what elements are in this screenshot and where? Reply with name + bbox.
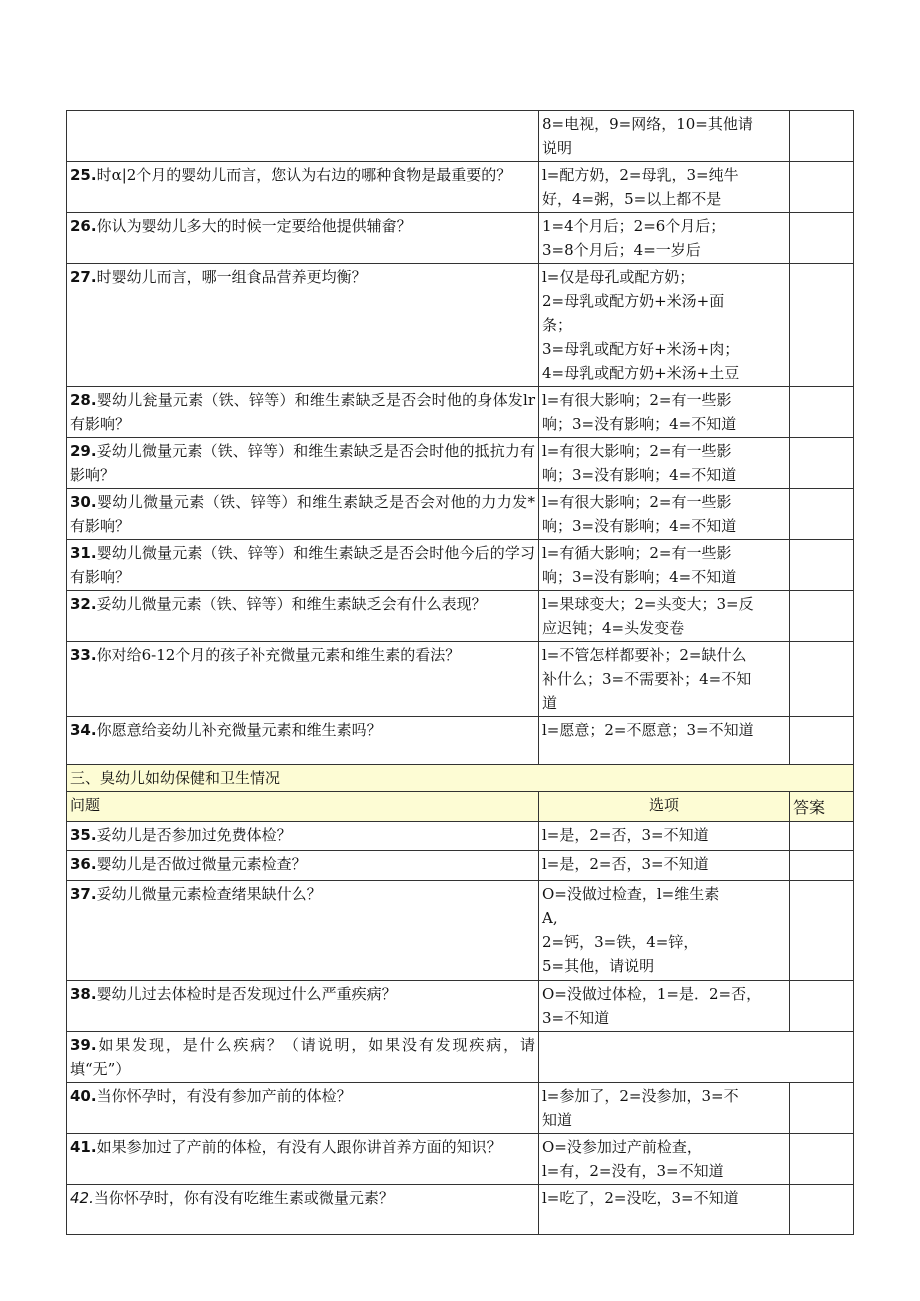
question-number: 39. — [70, 1036, 97, 1054]
table-row — [67, 1134, 854, 1185]
question-text: 如果发现，是什么疾病？（请说明，如果没有发现疾病，请填“无”） — [70, 1036, 535, 1078]
answer-cell[interactable] — [790, 822, 854, 851]
table-row — [67, 1032, 854, 1083]
question-cell — [67, 213, 539, 264]
options-cell: l=有很大影响；2=有一些影 响；3=没有影响；4=不知道 — [539, 387, 790, 438]
answer-cell[interactable] — [790, 540, 854, 591]
options-cell: l=不管怎样都要补；2=缺什么 补什么；3=不需要补；4=不知 道 — [539, 642, 790, 717]
question-number: 41. — [70, 1138, 97, 1156]
question-number: 35. — [70, 826, 97, 844]
question-cell — [67, 489, 539, 540]
options-cell: O=没参加过产前检查， l=有，2=没有，3=不知道 — [539, 1134, 790, 1185]
section-title: 三、臭幼儿如幼保健和卫生情况 — [67, 765, 854, 792]
table-row — [67, 851, 854, 881]
table-row — [67, 1083, 854, 1134]
options-cell: l=有很大影响；2=有一些影 响；3=没有影响；4=不知道 — [539, 438, 790, 489]
options-cell: l=配方奶，2=母乳，3=纯牛 好，4=粥，5=以上都不是 — [539, 162, 790, 213]
question-text: 婴幼儿是否做过微量元素检查？ — [96, 855, 307, 873]
question-cell — [67, 822, 539, 851]
question-text: 你对给6-12个月的孩子补充微量元素和维生素的看法？ — [96, 646, 461, 664]
answer-cell[interactable] — [790, 1083, 854, 1134]
answer-cell[interactable] — [790, 591, 854, 642]
answer-cell[interactable] — [790, 111, 854, 162]
options-cell: l=吃了，2=没吃，3=不知道 — [539, 1185, 790, 1235]
column-header-row — [67, 792, 854, 822]
question-cell — [67, 111, 539, 162]
table-row — [67, 717, 854, 765]
answer-cell[interactable] — [790, 642, 854, 717]
answer-cell[interactable] — [790, 1134, 854, 1185]
question-cell — [67, 851, 539, 881]
question-number: 37. — [70, 885, 97, 903]
table-row — [67, 881, 854, 981]
question-number: 42. — [70, 1189, 94, 1207]
question-text: 婴幼儿瓮量元素（铁、锌等）和维生素缺乏是否会时他的身体发lr有影响？ — [70, 391, 535, 433]
question-text: 当你怀孕时，你有没有吃维生素或微量元素？ — [93, 1189, 394, 1207]
question-cell — [67, 1032, 539, 1083]
question-cell — [67, 881, 539, 981]
table-row — [67, 489, 854, 540]
options-cell: 1=4个月后；2=6个月后； 3=8个月后；4=一岁后 — [539, 213, 790, 264]
question-number: 38. — [70, 985, 97, 1003]
question-number: 34. — [70, 721, 97, 739]
question-cell — [67, 1134, 539, 1185]
answer-cell[interactable] — [539, 1032, 854, 1083]
question-number: 30. — [70, 493, 97, 511]
options-cell: O=没做过体检，1=是．2=否， 3=不知道 — [539, 981, 790, 1032]
question-cell — [67, 717, 539, 765]
answer-cell[interactable] — [790, 1185, 854, 1235]
question-cell — [67, 1083, 539, 1134]
question-text: 妥幼儿是否参加过免费体检？ — [96, 826, 292, 844]
question-text: 妥幼儿微量元素（铁、锌等）和维生素缺乏会有什么表现？ — [96, 595, 487, 613]
answer-cell[interactable] — [790, 438, 854, 489]
options-cell: l=有循大影响；2=有一些影 响；3=没有影响；4=不知道 — [539, 540, 790, 591]
table-row — [67, 1185, 854, 1235]
table-row — [67, 264, 854, 387]
options-cell: l=有很大影响；2=有一些影 响；3=没有影响；4=不知道 — [539, 489, 790, 540]
answer-cell[interactable] — [790, 162, 854, 213]
question-text: 妥幼儿微量元素（铁、锌等）和维生素缺乏是否会时他的抵抗力有影响？ — [70, 442, 535, 484]
question-cell — [67, 387, 539, 438]
table-row — [67, 540, 854, 591]
answer-cell[interactable] — [790, 717, 854, 765]
question-text: 你愿意给妾幼儿补充微量元素和维生素吗？ — [96, 721, 382, 739]
column-header-question: 问题 — [67, 792, 539, 822]
table-row — [67, 162, 854, 213]
question-text: 婴幼儿微量元素（铁、锌等）和维生素缺乏是否会对他的力力发*有影响？ — [70, 493, 535, 535]
options-cell: l=愿意；2=不愿意；3=不知道 — [539, 717, 790, 765]
question-number: 29. — [70, 442, 97, 460]
question-text: 婴幼儿过去体检时是否发现过什么严重疾病？ — [96, 985, 397, 1003]
answer-cell[interactable] — [790, 213, 854, 264]
options-cell: 8=电视，9=网络，10=其他请 说明 — [539, 111, 790, 162]
table-row — [67, 213, 854, 264]
table-row — [67, 438, 854, 489]
question-cell — [67, 162, 539, 213]
table-row — [67, 822, 854, 851]
answer-cell[interactable] — [790, 981, 854, 1032]
question-text: 时婴幼儿而言，哪一组食品营养更均衡？ — [96, 268, 367, 286]
question-number: 31. — [70, 544, 97, 562]
question-number: 25. — [70, 166, 97, 184]
column-header-options: 选项 — [539, 792, 790, 822]
question-cell — [67, 591, 539, 642]
question-cell — [67, 264, 539, 387]
options-text: l=仅是母孔或配方奶； 2=母乳或配方奶+米汤+面 条； 3=母乳或配方好+米汤+肉； 4=母乳或配方奶+米汤+土豆 — [542, 268, 740, 382]
table-row — [67, 591, 854, 642]
table-row — [67, 642, 854, 717]
question-cell — [67, 540, 539, 591]
question-number: 32. — [70, 595, 97, 613]
table-row — [67, 387, 854, 438]
question-number: 40. — [70, 1087, 97, 1105]
question-cell — [67, 981, 539, 1032]
options-cell: l=参加了，2=没参加，3=不 知道 — [539, 1083, 790, 1134]
table-row — [67, 111, 854, 162]
question-text: 妥幼儿微量元素检查绪果缺什么？ — [96, 885, 322, 903]
question-cell — [67, 1185, 539, 1235]
options-cell: l=是，2=否，3=不知道 — [539, 851, 790, 881]
options-cell — [539, 881, 790, 981]
answer-cell[interactable] — [790, 387, 854, 438]
question-text: 你认为婴幼儿多大的时候一定要给他提供辅畲？ — [96, 217, 412, 235]
options-text: O=没做过检查，l=维生素 A, 2=钙，3=铁，4=锌， 5=其他，请说明 — [542, 885, 720, 975]
section-header-row — [67, 765, 854, 792]
question-number: 36. — [70, 855, 97, 873]
question-text: 当你怀孕时，有没有参加产前的体检？ — [96, 1087, 352, 1105]
answer-cell[interactable] — [790, 264, 854, 387]
options-cell: l=是，2=否，3=不知道 — [539, 822, 790, 851]
answer-cell[interactable] — [790, 851, 854, 881]
question-text: 婴幼儿微量元素（铁、锌等）和维生素缺乏是否会时他今后的学习有影响？ — [70, 544, 535, 586]
question-text: 如果参加过了产前的体检，有没有人跟你讲首养方面的知识？ — [96, 1138, 502, 1156]
table-row — [67, 981, 854, 1032]
question-number: 26. — [70, 217, 97, 235]
question-text: 时α|2个月的婴幼儿而言，您认为右边的哪种食物是最重要的？ — [96, 166, 512, 184]
question-number: 33. — [70, 646, 97, 664]
answer-cell[interactable] — [790, 489, 854, 540]
answer-cell[interactable] — [790, 881, 854, 981]
options-cell: l=果球变大；2=头变大；3=反 应迟钝；4=头发变卷 — [539, 591, 790, 642]
column-header-answer: 答案 — [790, 792, 854, 822]
question-cell — [67, 438, 539, 489]
options-cell — [539, 264, 790, 387]
question-cell — [67, 642, 539, 717]
questionnaire-table — [66, 110, 854, 1235]
question-number: 28. — [70, 391, 97, 409]
question-number: 27. — [70, 268, 97, 286]
